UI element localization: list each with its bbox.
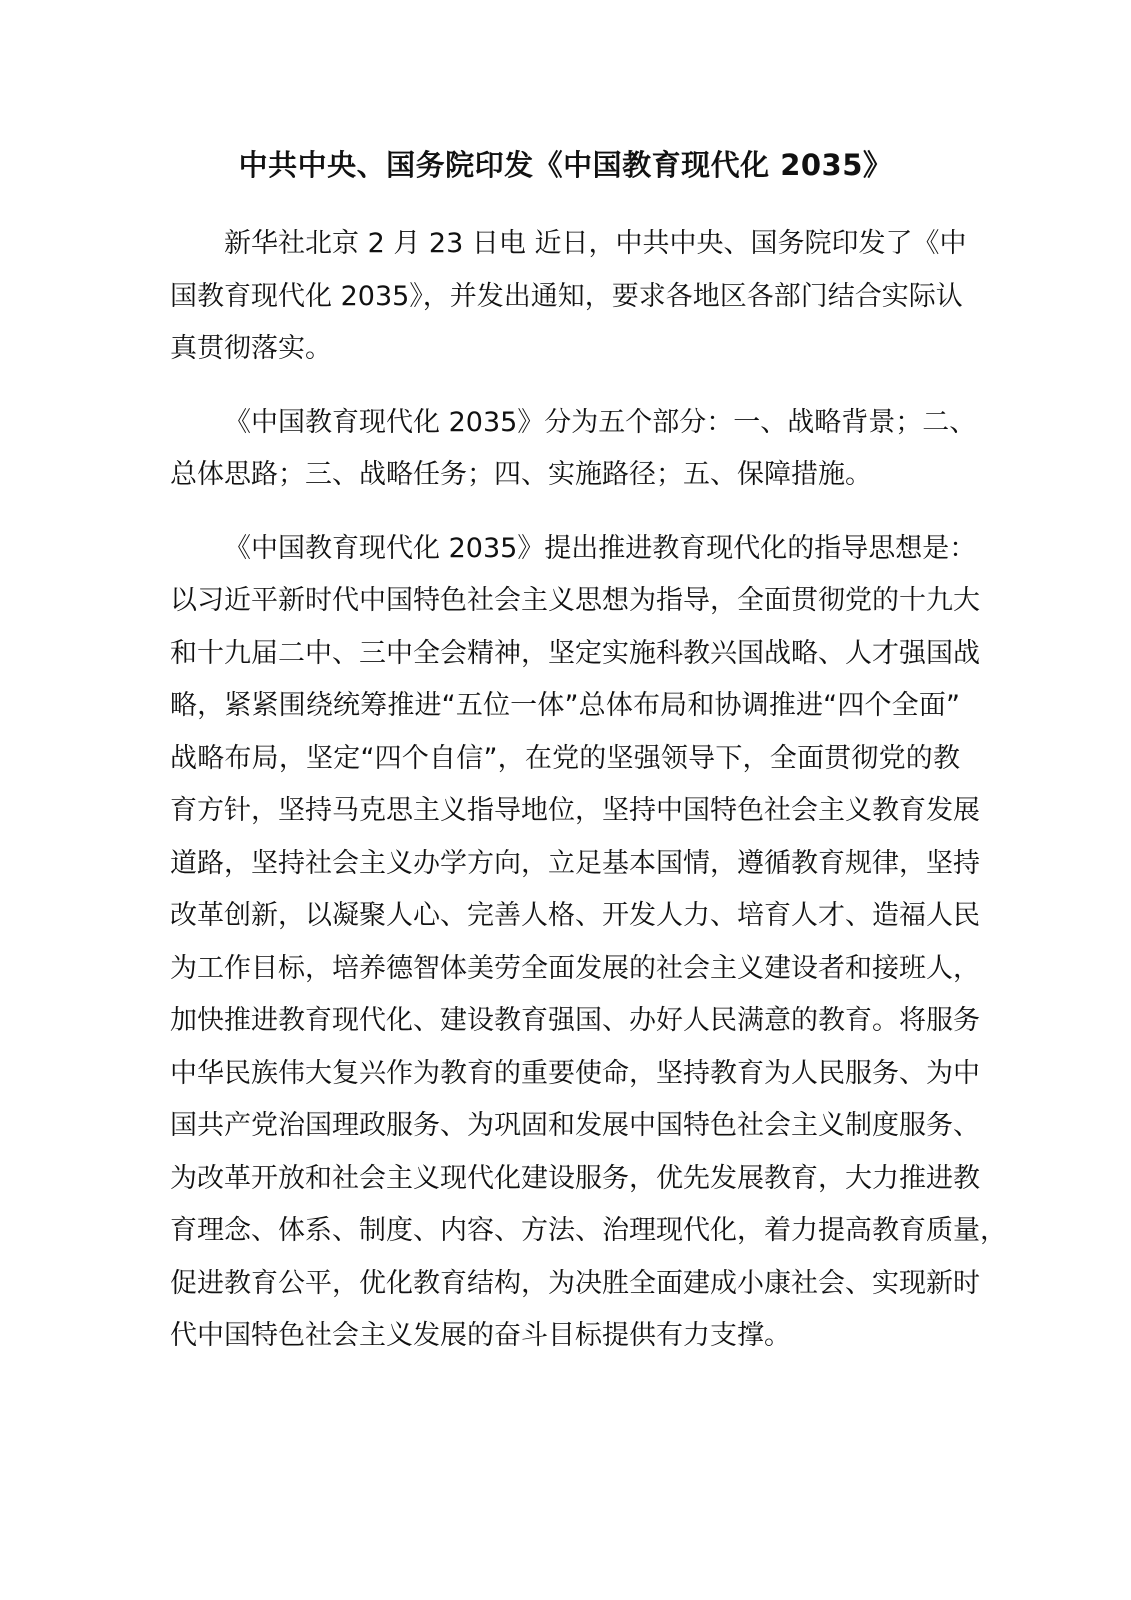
text-line: 改革创新，以凝聚人心、完善人格、开发人力、培育人才、造福人民 [170,900,980,931]
text-line: 总体思路；三、战略任务；四、实施路径；五、保障措施。 [170,459,872,490]
text-line: 代中国特色社会主义发展的奋斗目标提供有力支撑。 [170,1320,791,1351]
text-line: 促进教育公平，优化教育结构，为决胜全面建成小康社会、实现新时 [170,1267,980,1299]
text-line: 新华社北京 2 月 23 日电 近日，中共中央、国务院印发了《中 [224,228,967,259]
text-line: 以习近平新时代中国特色社会主义思想为指导，全面贯彻党的十九大 [170,585,980,616]
text-line: 战略布局，坚定“四个自信”，在党的坚强领导下，全面贯彻党的教 [170,742,960,774]
document-body [170,218,1007,1384]
text-line: 国教育现代化 2035》，并发出通知，要求各地区各部门结合实际认 [170,280,963,312]
text-line: 育方针，坚持马克思主义指导地位，坚持中国特色社会主义教育发展 [170,795,980,826]
text-line: 真贯彻落实。 [170,333,332,364]
text-line: 为工作目标，培养德智体美劳全面发展的社会主义建设者和接班人， [170,952,980,984]
page-title: 中共中央、国务院印发《中国教育现代化 2035》 [238,148,893,182]
text-line: 育理念、体系、制度、内容、方法、治理现代化，着力提高教育质量， [170,1215,1007,1246]
text-line: 略，紧紧围绕统筹推进“五位一体”总体布局和协调推进“四个全面” [170,690,960,721]
text-line: 中华民族伟大复兴作为教育的重要使命，坚持教育为人民服务、为中 [170,1057,980,1089]
text-line: 为改革开放和社会主义现代化建设服务，优先发展教育，大力推进教 [170,1162,980,1194]
text-line: 《中国教育现代化 2035》分为五个部分：一、战略背景；二、 [224,406,977,438]
text-line: 道路，坚持社会主义办学方向，立足基本国情，遵循教育规律，坚持 [170,847,980,879]
text-line: 和十九届二中、三中全会精神，坚定实施科教兴国战略、人才强国战 [170,637,980,669]
paragraph [170,218,967,376]
paragraph [170,523,1007,1363]
paragraph [170,397,977,502]
text-line: 《中国教育现代化 2035》提出推进教育现代化的指导思想是： [224,532,977,564]
text-line: 国共产党治国理政服务、为巩固和发展中国特色社会主义制度服务、 [170,1110,980,1141]
text-line: 加快推进教育现代化、建设教育强国、办好人民满意的教育。将服务 [170,1005,980,1036]
